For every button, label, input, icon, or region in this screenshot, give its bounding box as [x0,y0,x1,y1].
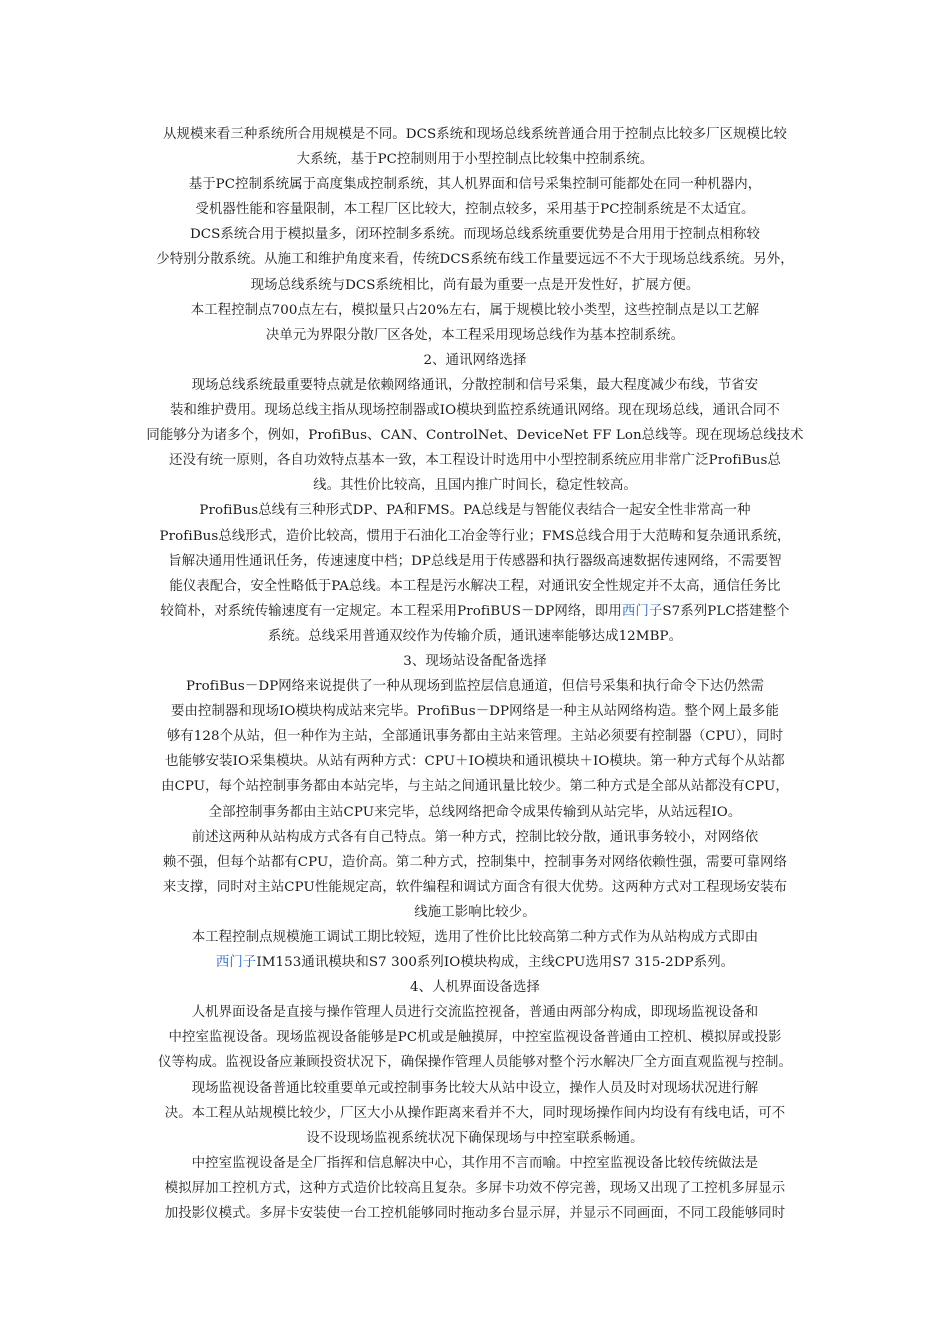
text-line: 赖不强，但每个站都有CPU，造价高。第二种方式，控制集中，控制事务对网络依赖性强，需要可靠网络 [162,854,788,870]
text-line: 全部控制事务都由主站CPU来完毕，总线网络把命令成果传输到从站完毕，从站远程IO。 [208,804,742,820]
text-line: 基于PC控制系统属于高度集成控制系统，其人机界面和信号采集控制可能都处在同一种机器内， [188,177,762,193]
text-line: 来支撑，同时对主站CPU性能规定高，软件编程和调试方面含有很大优势。这两种方式对工程现场安装布 [162,879,788,895]
paragraph [130,1151,820,1226]
text-line: 现场总线系统与DCS系统相比，尚有最为重要一点是开发性好，扩展方便。 [250,277,700,293]
text-line: 模拟屏加工控机方式，这种方式造价比较高且复杂。多屏卡功效不停完善，现场又出现了工控机多屏显示 [164,1180,786,1196]
paragraph [130,1076,820,1151]
text-line: ProfiBus－DP网络来说提供了一种从现场到监控层信息通道，但信号采集和执行命令下达仍然需 [186,679,764,695]
text-line: 设不设现场监视系统状况下确保现场与中控室联系畅通。 [306,1130,644,1146]
paragraph [130,1000,820,1075]
text-line: 旨解决通用性通讯任务，传速速度中档；DP总线是用于传感器和执行器级高速数据传速网络，不需要智 [168,553,782,569]
text-line: 西门子IM153通讯模块和S7 300系列IO模块构成，主线CPU选用S7 315-2DP系列。 [215,955,735,971]
text-line: 本工程控制点规模施工调试工期比较短，选用了性价比比较高第二种方式作为从站构成方式即由 [191,930,759,945]
text-line: 前述这两种从站构成方式各有自己特点。第一种方式，控制比较分散，通讯事务较小，对网络依 [191,829,759,845]
text-line: 现场总线系统最重要特点就是依赖网络通讯，分散控制和信号采集，最大程度减少布线，节省安 [191,377,759,393]
text-line: DCS系统合用于模拟量多，闭环控制多系统。而现场总线系统重要优势是合用用于控制点相称较 [189,227,761,243]
text-line: ProfiBus总线形式，造价比较高，惯用于石油化工冶金等行业；FMS总线合用于大范畴和复杂通讯系统， [159,528,791,544]
section-heading [130,975,820,1000]
text-line: 同能够分为诸多个，例如，ProfiBus、CAN、ControlNet、DeviceNet FF Lon总线等。现在现场总线技术 [146,428,804,444]
inline-link[interactable]: 西门子 [621,603,663,619]
text-line: 还没有统一原则，各自功效特点基本一致，本工程设计时选用中小型控制系统应用非常广泛ProfiBus总 [169,453,781,469]
paragraph [130,222,820,297]
text-line: 中控室监视设备。现场监视设备能够是PC机或是触摸屏，中控室监视设备普通由工控机、模拟屏或投影 [168,1030,782,1046]
text-line: 3、现场站设备配备选择 [403,653,547,669]
text-line: 由CPU，每个站控制事务都由本站完毕，与主站之间通讯量比较少。第二种方式是全部从站都没有CPU， [161,779,789,795]
paragraph [130,298,820,348]
text-line: 2、通讯网络选择 [423,352,527,368]
text-line: 决。本工程从站规模比较少，厂区大小从操作距离来看并不大，同时现场操作间内均设有有线电话，可不 [164,1105,786,1121]
section-heading [130,348,820,373]
text-line: 够有128个从站，但一种作为主站，全部通讯事务都由主站来管理。主站必须要有控制器（CPU），同时 [166,729,784,745]
text-line: 现场监视设备普通比较重要单元或控制事务比较大从站中设立，操作人员及时对现场状况进行解 [191,1080,759,1096]
paragraph [130,172,820,222]
text-line: 4、人机界面设备选择 [409,980,541,996]
text-line: 加投影仪模式。多屏卡安装使一台工控机能够同时拖动多台显示屏，并显示不同画面，不同工段能够同时 [164,1206,786,1222]
text-line: 大系统，基于PC控制则用于小型控制点比较集中控制系统。 [296,152,654,168]
text-line: 决单元为界限分散厂区各处，本工程采用现场总线作为基本控制系统。 [265,327,685,343]
document-body [130,122,820,1226]
paragraph [130,122,820,172]
text-line: 本工程控制点700点左右，模拟量只占20%左右，属于规模比较小类型，这些控制点是以工艺解 [190,302,760,318]
paragraph [130,674,820,825]
text-line: ProfiBus总线有三种形式DP、PA和FMS。PA总线是与智能仪表结合一起安全性非常高一种 [199,503,751,519]
text-line: 少特别分散系统。从施工和维护角度来看，传统DCS系统布线工作量要远远不不大于现场总线系统。另外， [156,252,794,268]
paragraph [130,825,820,925]
text-line: 中控室监视设备是全厂指挥和信息解决中心，其作用不言而喻。中控室监视设备比较传统做法是 [191,1155,759,1171]
text-line: 线。其性价比较高，且国内推广时间长，稳定性较高。 [313,478,637,494]
text-line: 系统。总线采用普通双绞作为传输介质，通讯速率能够达成12MBP。 [267,628,683,644]
text-line: 较简朴，对系统传输速度有一定规定。本工程采用ProfiBUS－DP网络，即用西门子S7系列PLC搭建整个 [160,603,790,619]
text-line: 能仪表配合，安全性略低于PA总线。本工程是污水解决工程，对通讯安全性规定并不太高，通信任务比 [169,578,781,594]
paragraph [130,373,820,498]
text-line: 受机器性能和容量限制，本工程厂区比较大，控制点较多，采用基于PC控制系统是不太适宜。 [195,202,755,218]
inline-link[interactable]: 西门子 [215,955,257,971]
text-line: 线施工影响比较少。 [414,904,536,920]
text-line: 要由控制器和现场IO模块构成站来完毕。ProfiBus－DP网络是一种主从站网络构造。整个网上最多能 [171,704,779,720]
paragraph [130,498,820,649]
text-line: 从规模来看三种系统所合用规模是不同。DCS系统和现场总线系统普通合用于控制点比较多厂区规模比较 [162,127,788,142]
text-line: 人机界面设备是直接与操作管理人员进行交流监控视备，普通由两部分构成，即现场监视设备和 [191,1005,759,1021]
text-line: 也能够安装IO采集模块。从站有两种方式：CPU＋IO模块和通讯模块＋IO模块。第一种方式每个从站都 [165,754,785,770]
text-line: 装和维护费用。现场总线主指从现场控制器或IO模块到监控系统通讯网络。现在现场总线，通讯合同不 [169,403,781,419]
paragraph [130,925,820,975]
section-heading [130,649,820,674]
text-line: 仪等构成。监视设备应兼顾投资状况下，确保操作管理人员能够对整个污水解决厂全方面直观监视与控制。 [157,1055,793,1071]
